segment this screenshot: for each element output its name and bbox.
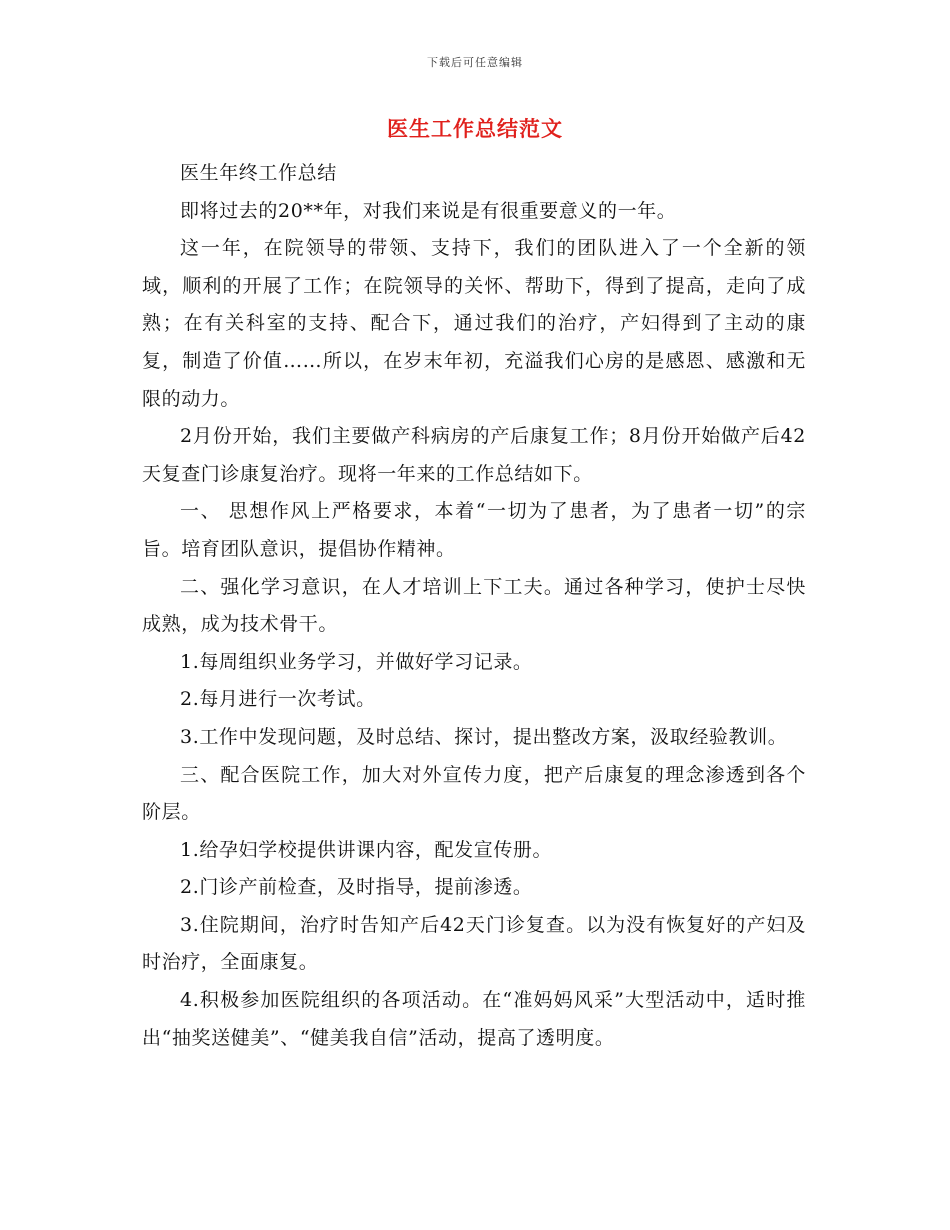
paragraph: 三、配合医院工作，加大对外宣传力度，把产后康复的理念渗透到各个阶层。 [142,763,806,824]
paragraph: 2月份开始，我们主要做产科病房的产后康复工作；8月份开始做产后42天复查门诊康复治疗。现将一年来的工作总结如下。 [142,425,806,485]
list-item: 3.住院期间，治疗时告知产后42天门诊复查。以为没有恢复好的产妇及时治疗，全面康复。 [142,913,806,974]
document-body [142,155,806,1057]
header-note: 下载后可任意编辑 [427,56,523,69]
list-item: 2.每月进行一次考试。 [180,688,376,711]
list-item: 1.给孕妇学校提供讲课内容，配发宣传册。 [180,838,553,861]
paragraph: 一、 思想作风上严格要求，本着“一切为了患者，为了患者一切”的宗旨。培育团队意识，提倡协作精神。 [142,500,806,560]
paragraph: 即将过去的20**年，对我们来说是有很重要意义的一年。 [180,199,677,222]
paragraph-subtitle: 医生年终工作总结 [180,162,337,184]
paragraph: 这一年，在院领导的带领、支持下，我们的团队进入了一个全新的领域，顺利的开展了工作；在院领导的关怀、帮助下，得到了提高，走向了成熟；在有关科室的支持、配合下，通过我们的治疗，产妇得到了主动的康复，制造了价值……所以，在岁末年初，充溢我们心房的是感恩、感激和无限的动力。 [142,237,806,410]
paragraph: 二、强化学习意识，在人才培训上下工夫。通过各种学习，使护士尽快成熟，成为技术骨干。 [142,575,806,636]
list-item: 4.积极参加医院组织的各项活动。在“准妈妈风采”大型活动中，适时推出“抽奖送健美”、“健美我自信”活动，提高了透明度。 [142,989,806,1049]
list-item: 2.门诊产前检查，及时指导，提前渗透。 [180,876,533,899]
list-item: 3.工作中发现问题，及时总结、探讨，提出整改方案，汲取经验教训。 [180,725,788,748]
document-title: 医生工作总结范文 [387,116,563,141]
list-item: 1.每周组织业务学习，并做好学习记录。 [180,650,533,673]
